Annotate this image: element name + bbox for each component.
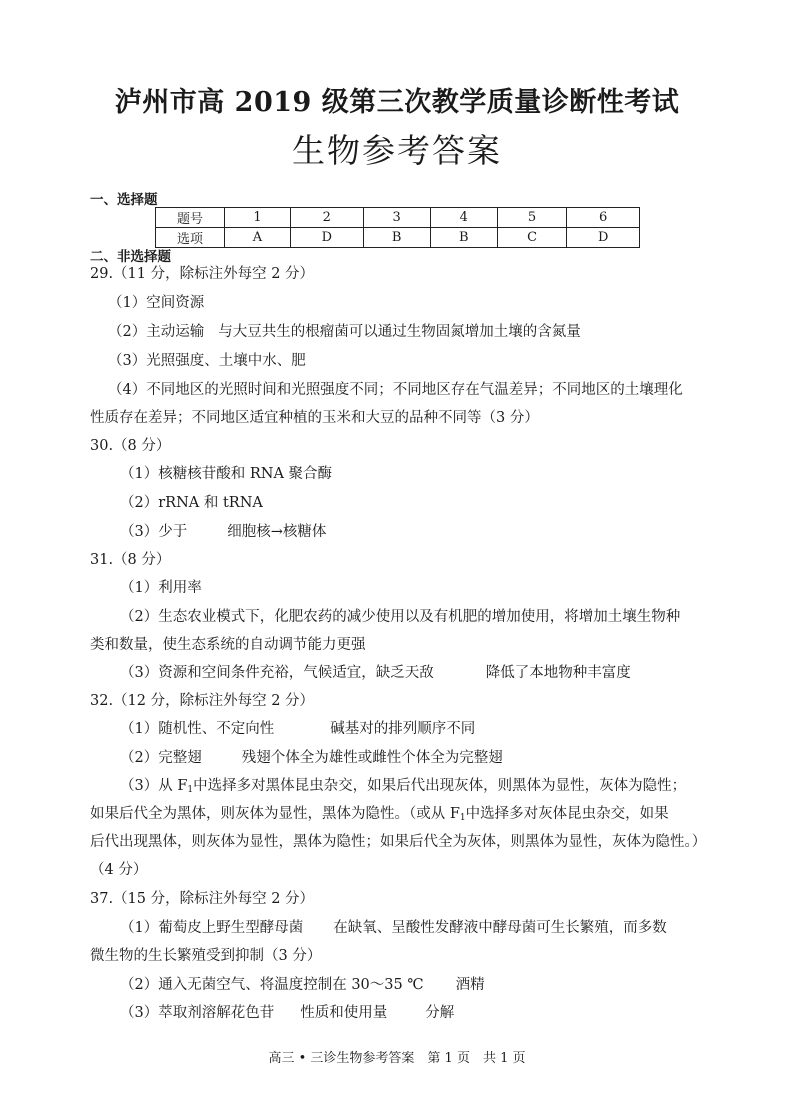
answer-table	[155, 207, 640, 248]
answer-32-1b: 碱基对的排列顺序不同	[330, 721, 476, 737]
answer-32-3-text: 中选择多对黑体昆虫杂交，如果后代出现灰体，则黑体为显性，灰体为隐性；	[193, 778, 687, 794]
question-29-head: 29.（11 分，除标注外每空 2 分）	[90, 266, 315, 282]
answer-30-3	[120, 522, 326, 542]
answer-37-3	[120, 1003, 454, 1023]
answer-32-1a: （1）随机性、不定向性	[120, 721, 275, 737]
table-cell: A	[225, 228, 291, 248]
answer-32-3-text: （3）从 F	[120, 778, 188, 794]
answer-37-1a: （1）葡萄皮上野生型酵母菌	[120, 920, 304, 936]
answer-32-1	[120, 719, 475, 739]
table-row-label: 选项	[156, 228, 225, 248]
answer-29-3: （3）光照强度、土壤中水、肥	[108, 353, 306, 369]
answer-37-3b: 性质和使用量	[300, 1005, 388, 1021]
answer-32-2a: （2）完整翅	[120, 750, 202, 766]
table-cell: 6	[567, 208, 640, 228]
answer-31-3b: 降低了本地物种丰富度	[485, 665, 631, 681]
page-subtitle: 生物参考答案	[292, 131, 502, 170]
table-cell: 4	[430, 208, 497, 228]
answer-29-1: （1）空间资源	[108, 295, 205, 311]
table-cell: 1	[225, 208, 291, 228]
answer-32-3-text: 如果后代全为黑体，则灰体为显性，黑体为隐性。（或从 F	[90, 806, 460, 822]
answer-30-1: （1）核糖核苷酸和 RNA 聚合酶	[120, 466, 333, 482]
question-30-head: 30.（8 分）	[90, 438, 171, 454]
table-cell: 5	[497, 208, 567, 228]
question-32-head: 32.（12 分，除标注外每空 2 分）	[90, 693, 315, 709]
answer-37-3a: （3）萃取剂溶解花色苷	[120, 1005, 275, 1021]
table-cell: 2	[290, 208, 363, 228]
answer-30-3a: （3）少于	[120, 524, 188, 540]
answer-30-2: （2）rRNA 和 tRNA	[120, 495, 263, 511]
question-37-head: 37.（15 分，除标注外每空 2 分）	[90, 891, 315, 907]
table-cell: D	[290, 228, 363, 248]
answer-31-2-line1: （2）生态农业模式下，化肥农药的减少使用以及有机肥的增加使用，将增加土壤生物种	[120, 609, 681, 625]
answer-37-2b: 酒精	[455, 977, 485, 993]
answer-29-4-line1: （4）不同地区的光照时间和光照强度不同；不同地区存在气温差异；不同地区的土壤理化	[108, 382, 683, 398]
answer-32-2	[120, 748, 503, 768]
section-heading-choice: 一、选择题	[90, 192, 158, 208]
answer-32-3-line4: （4 分）	[90, 862, 148, 878]
answer-31-3	[120, 663, 631, 683]
answer-32-3-line2	[90, 804, 669, 828]
answer-31-2-line2: 类和数量，使生态系统的自动调节能力更强	[90, 637, 366, 653]
subscript-1: 1	[187, 785, 194, 795]
section-heading-nonchoice: 二、非选择题	[90, 249, 171, 265]
answer-37-2a: （2）通入无菌空气、将温度控制在 30～35 ℃	[120, 977, 424, 993]
answer-37-1	[120, 918, 667, 938]
table-row-numbers	[156, 208, 640, 228]
answer-32-2b: 残翅个体全为雄性或雌性个体全为完整翅	[241, 750, 503, 766]
table-cell: C	[497, 228, 567, 248]
table-cell: 3	[363, 208, 430, 228]
table-cell: D	[567, 228, 640, 248]
answer-32-3-line1	[120, 776, 686, 800]
answer-29-2b: 与大豆共生的根瘤菌可以通过生物固氮增加土壤的含氮量	[218, 324, 581, 340]
answer-30-3b: 细胞核→核糖体	[227, 524, 327, 540]
answer-37-1b: 在缺氧、呈酸性发酵液中酵母菌可生长繁殖，而多数	[333, 920, 667, 936]
answer-31-3a: （3）资源和空间条件充裕，气候适宜，缺乏天敌	[120, 665, 434, 681]
answer-32-3-line3: 后代出现黑体，则灰体为显性，黑体为隐性；如果后代全为灰体，则黑体为显性，灰体为隐性。）	[90, 834, 707, 850]
table-cell: B	[363, 228, 430, 248]
answer-37-1-line2: 微生物的生长繁殖受到抑制（3 分）	[90, 948, 322, 964]
answer-29-2a: （2）主动运输	[108, 324, 205, 340]
answer-37-3c: 分解	[425, 1005, 455, 1021]
answer-32-3-text: 中选择多对灰体昆虫杂交，如果	[465, 806, 669, 822]
table-cell: B	[430, 228, 497, 248]
page-footer: 高三 • 三诊生物参考答案 第 1 页 共 1 页	[268, 1051, 526, 1066]
page-title: 泸州市高 2019 级第三次教学质量诊断性考试	[114, 87, 680, 118]
answer-37-2	[120, 975, 485, 995]
answer-31-1: （1）利用率	[120, 580, 202, 596]
table-row-label: 题号	[156, 208, 225, 228]
answer-29-4-line2: 性质存在差异；不同地区适宜种植的玉米和大豆的品种不同等（3 分）	[90, 410, 539, 426]
question-31-head: 31.（8 分）	[90, 552, 171, 568]
subscript-1: 1	[459, 813, 466, 823]
answer-29-2	[108, 322, 581, 342]
table-row-answers	[156, 228, 640, 248]
